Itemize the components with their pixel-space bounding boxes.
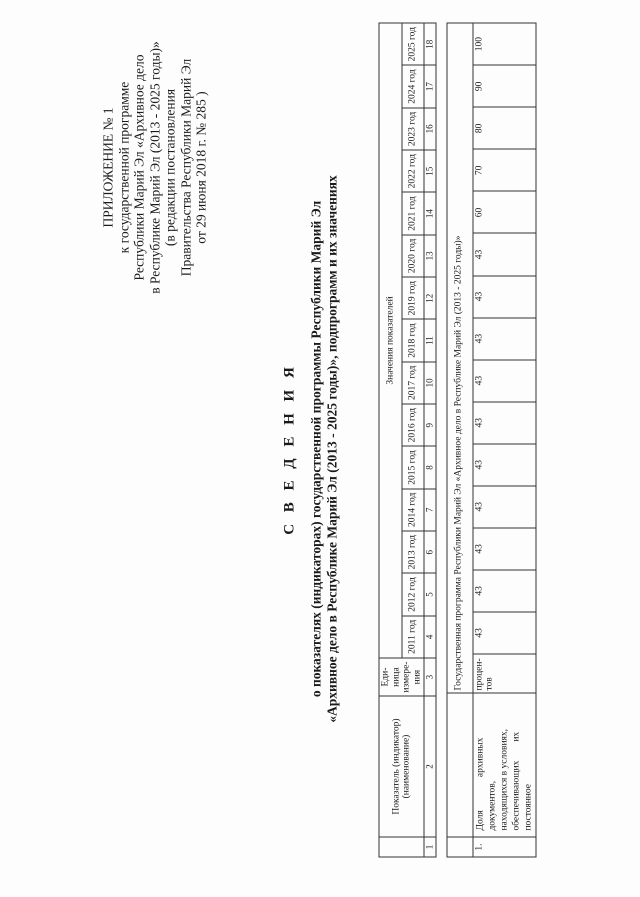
indicator-name-line: обеспечивающих их: [510, 731, 521, 831]
appendix-line: от 29 июня 2018 г. № 285 ): [193, 90, 208, 244]
header-cell-year: 2021 год: [401, 192, 424, 234]
header-cell-year: 2017 год: [401, 361, 424, 403]
header-cell-number: [379, 836, 424, 856]
indicator-name-line: находящихся в условиях,: [498, 728, 509, 831]
header-cell-values-group: Значения показателей: [379, 23, 402, 658]
header-cell-year: 2016 год: [401, 404, 424, 446]
program-group-label: Государственная программа Республики Марий Эл «Архивное дело в Республике Марий Эл (2013 - 2025 годы)»: [447, 23, 473, 693]
indicator-value: 43: [472, 401, 535, 443]
column-number: 16: [424, 107, 436, 149]
header-cell-year: 2014 год: [401, 488, 424, 530]
appendix-line: в Республике Марий Эл (2013 - 2025 годы)»: [146, 40, 162, 294]
indicator-value: 43: [472, 611, 535, 653]
indicator-value: 80: [472, 107, 535, 149]
column-number: 13: [424, 234, 436, 276]
indicator-value: 43: [472, 275, 535, 317]
indicator-value: 43: [472, 359, 535, 401]
header-cell-year: 2024 год: [401, 65, 424, 107]
indicator-value: 100: [472, 23, 535, 65]
column-number: 6: [424, 531, 436, 573]
indicator-value: 60: [472, 191, 535, 233]
indicator-name-line: Доля архивных: [474, 737, 485, 831]
indicator-value: 43: [472, 443, 535, 485]
row-number: 1.: [472, 837, 535, 857]
indicators-table: [378, 22, 436, 857]
header-cell-year: 2023 год: [401, 107, 424, 149]
indicator-value: 43: [472, 527, 535, 569]
column-number: 18: [424, 23, 436, 65]
header-cell-indicator: Показатель (индикатор) (наименование): [379, 696, 424, 837]
indicator-value: 43: [472, 233, 535, 275]
indicators-table-body: [446, 22, 536, 857]
appendix-block: [100, 12, 209, 322]
indicator-value: 43: [472, 485, 535, 527]
header-cell-unit: Еди-ница измере-ния: [379, 658, 424, 696]
indicator-value: 43: [472, 317, 535, 359]
column-number: 4: [424, 615, 436, 657]
header-cell-year: 2018 год: [401, 319, 424, 361]
column-number-row: [424, 23, 436, 857]
column-number: 10: [424, 361, 436, 403]
header-cell-year: 2011 год: [401, 615, 424, 657]
indicator-name-line: постоянное: [522, 783, 533, 831]
column-number: 15: [424, 150, 436, 192]
header-cell-year: 2015 год: [401, 446, 424, 488]
column-number: 11: [424, 319, 436, 361]
heading-subtitle-line: о показателях (индикаторах) государственной программы Республики Марий Эл: [308, 200, 323, 697]
table-row: [472, 23, 535, 857]
appendix-line: Республики Марий Эл «Архивное дело: [131, 54, 146, 280]
column-number: 17: [424, 65, 436, 107]
program-group-row: [447, 23, 473, 857]
column-number: 14: [424, 192, 436, 234]
column-number: 7: [424, 488, 436, 530]
appendix-line: к государственной программе: [115, 81, 131, 253]
column-number: 12: [424, 277, 436, 319]
indicator-name-line: документов,: [486, 780, 497, 831]
appendix-line: ПРИЛОЖЕНИЕ № 1: [100, 106, 115, 228]
indicator-unit: процен-тов: [472, 653, 535, 692]
indicator-value: 70: [472, 149, 535, 191]
appendix-line: Правительства Республики Марий Эл: [177, 58, 193, 276]
heading-subtitle-line: «Архивное дело в Республике Марий Эл (2013 - 2025 годы)», подпрограмм и их значениях: [324, 174, 339, 723]
header-cell-year: 2013 год: [401, 531, 424, 573]
column-number: 5: [424, 573, 436, 615]
header-cell-year: 2012 год: [401, 573, 424, 615]
column-number: 2: [424, 696, 436, 837]
header-cell-year: 2020 год: [401, 234, 424, 276]
column-number: 8: [424, 446, 436, 488]
document-heading: [281, 100, 340, 797]
heading-title: С В Е Д Е Н И Я: [281, 362, 297, 535]
column-number: 9: [424, 404, 436, 446]
column-number: 1: [424, 836, 436, 856]
header-cell-year: 2019 год: [401, 277, 424, 319]
column-number: 3: [424, 658, 436, 696]
header-cell-year: 2025 год: [401, 23, 424, 65]
indicator-value: 90: [472, 65, 535, 107]
table-header-row: [379, 23, 402, 857]
header-cell-year: 2022 год: [401, 150, 424, 192]
indicator-value: 43: [472, 569, 535, 611]
appendix-line: (в редакции постановления: [162, 88, 177, 246]
indicator-name: [472, 692, 535, 836]
